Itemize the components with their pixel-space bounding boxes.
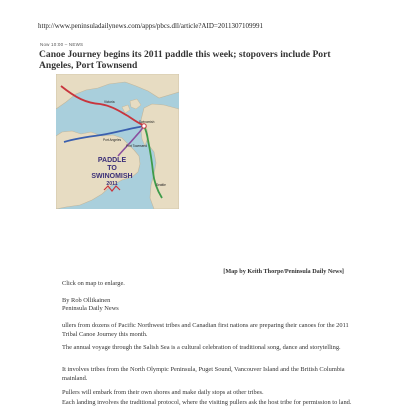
map-credit: [Map by Keith Thorpe/Peninsula Daily News] (223, 268, 344, 275)
source-line: Peninsula Daily News (62, 305, 119, 312)
label-port-townsend: Port Townsend (126, 144, 148, 148)
map-title-line4: 2011 (106, 181, 118, 187)
paragraph-1: ullers from dozens of Pacific Northwest tribes and Canadian first nations are preparing their canoes for the 2011 Tribal Canoe Journey this month. (62, 322, 349, 338)
paragraph-5: Each landing involves the traditional protocol, where the visiting pullers ask the host tribe for permission to land. (62, 399, 352, 406)
destination-marker (142, 124, 146, 128)
headline: Canoe Journey begins its 2011 paddle this week; stopovers include Port Angeles, Port Townsend (39, 49, 331, 71)
label-victoria: Victoria (104, 100, 115, 104)
paragraph-2: The annual voyage through the Salish Sea is a cultural celebration of traditional song, dance and storytelling. (62, 344, 341, 351)
map-title-line3: SWINOMISH (91, 173, 133, 180)
click-note[interactable]: Click on map to enlarge. (62, 280, 125, 287)
canoe-journey-map[interactable] (56, 74, 179, 209)
label-swinomish: Swinomish (139, 120, 155, 124)
paragraph-3: It involves tribes from the North Olympic Peninsula, Puget Sound, Vancouver Island and the British Columbia mainland. (62, 366, 345, 382)
byline: By Rob Ollikainen (62, 297, 111, 304)
map-title-line2: TO (107, 165, 117, 172)
label-port-angeles: Port Angeles (103, 138, 122, 142)
label-seattle: Seattle (156, 183, 166, 187)
map-title-line1: PADDLE (97, 157, 127, 164)
section-kicker: Now 10:00 – NEWS (40, 42, 84, 47)
paragraph-4: Pullers will embark from their own shores and make daily stops at other tribes. (62, 389, 264, 396)
article-url[interactable]: http://www.peninsuladailynews.com/apps/pbcs.dll/article?AID=2011307109991 (38, 22, 264, 30)
